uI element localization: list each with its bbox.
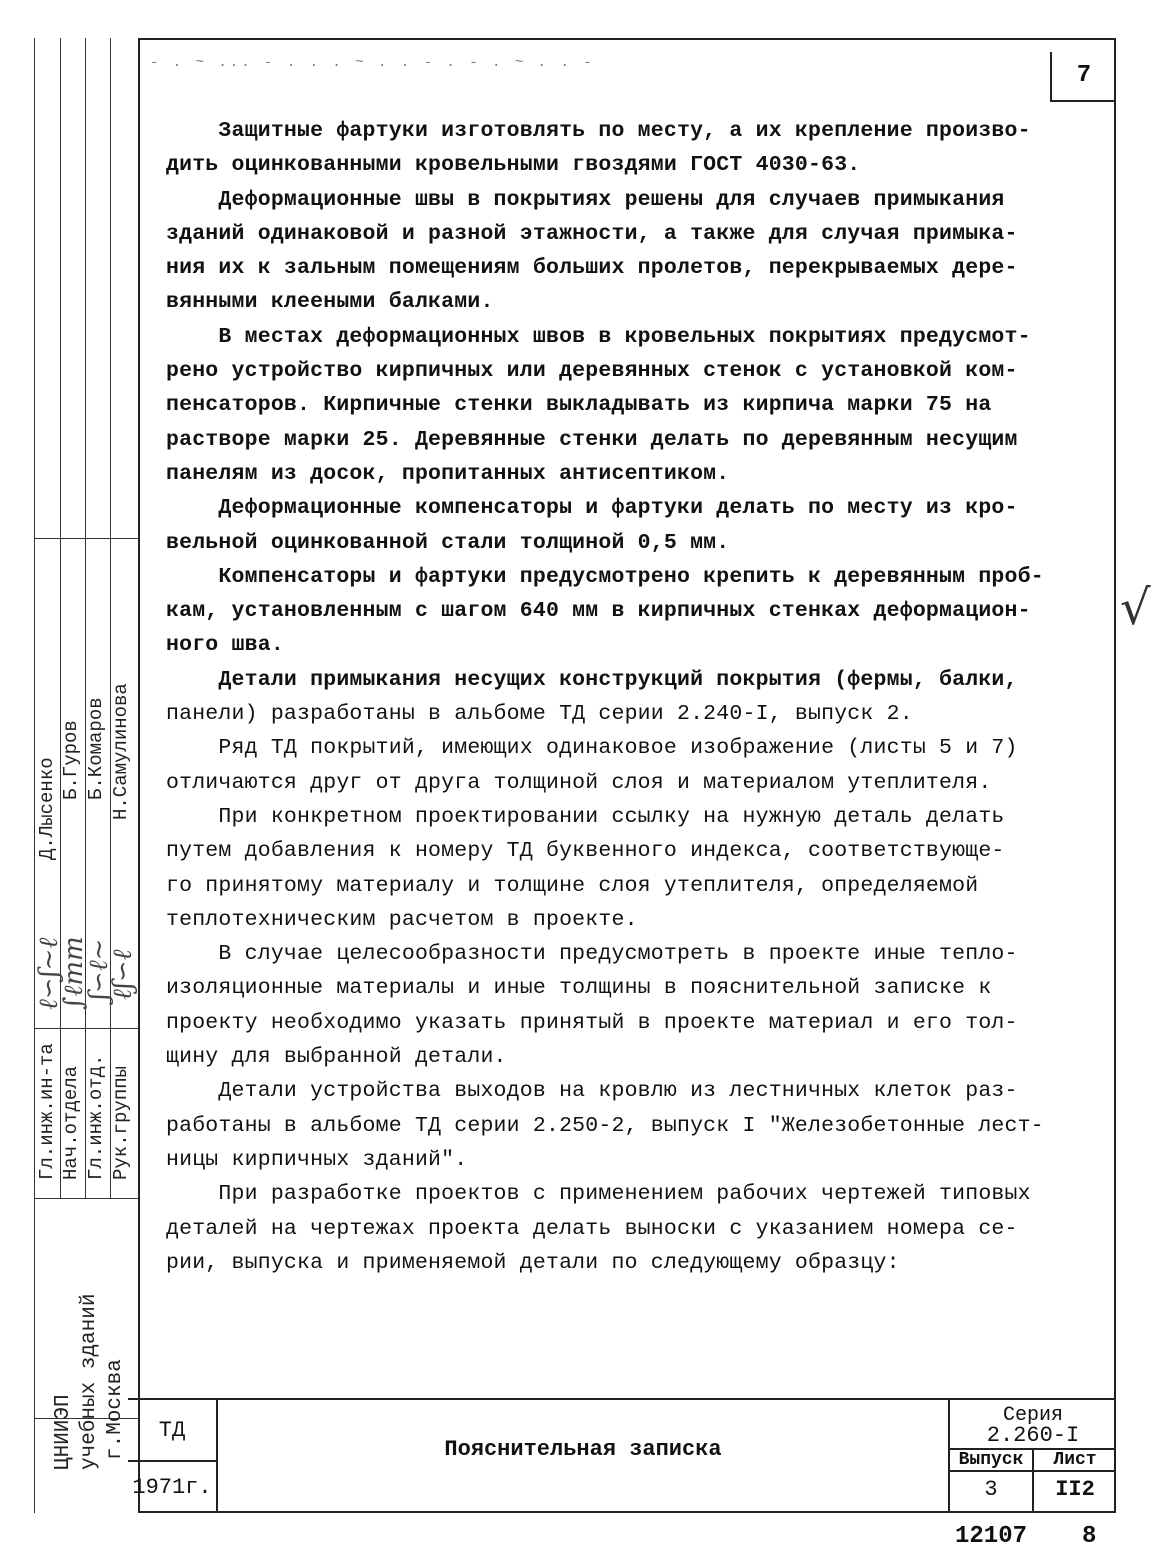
- text-line: ного шва.: [166, 633, 284, 658]
- text-line: кам, установленным с шагом 640 мм в кирпичных стенках деформацион-: [166, 599, 1031, 624]
- stamp-org: ЦНИИЭП: [52, 1394, 75, 1470]
- text-line: Ряд ТД покрытий, имеющих одинаковое изображение (листы 5 и 7): [166, 736, 1018, 761]
- series-label: Серия: [1002, 1404, 1063, 1427]
- text-line: рии, выпуска и применяемой детали по следующему образцу:: [166, 1250, 900, 1275]
- text-line: В местах деформационных швов в кровельных покрытиях предусмот-: [166, 324, 1031, 349]
- text-line: пенсаторов. Кирпичные стенки выкладывать из кирпича марки 75 на: [166, 393, 992, 418]
- stamp-name: Б.Комаров: [85, 697, 107, 800]
- stamp-org: г.Москва: [104, 1359, 127, 1460]
- stamp-org: учебных зданий: [78, 1293, 101, 1470]
- text-line: При разработке проектов с применением рабочих чертежей типовых: [166, 1182, 1031, 1207]
- text-line: путем добавления к номеру ТД буквенного индекса, соответствующе-: [166, 839, 1005, 864]
- signature: ʃ∽ℓ~: [84, 938, 114, 1000]
- text-line: Детали устройства выходов на кровлю из лестничных клеток раз-: [166, 1079, 1018, 1104]
- scan-noise: - . ~ ... - . . . ~ . . - . - . ~ . . -: [150, 55, 595, 71]
- stamp-name: Д.Лысенко: [36, 757, 58, 860]
- text-line: панели) разработаны в альбоме ТД серии 2.240-I, выпуск 2.: [166, 702, 913, 727]
- check-mark-icon: √: [1120, 580, 1151, 636]
- text-line: Деформационные швы в покрытиях решены для случаев примыкания: [166, 187, 1005, 212]
- stamp-role: Гл.инж.отд.: [85, 1054, 107, 1180]
- text-line: ния их к зальным помещениям больших пролетов, перекрываемых дере-: [166, 256, 1018, 281]
- corner-page-number: 7: [1050, 52, 1116, 102]
- issue-value: 3: [950, 1472, 1034, 1513]
- document-title: Пояснительная записка: [218, 1400, 950, 1513]
- text-line: Детали примыкания несущих конструкций покрытия (фермы, балки,: [166, 667, 1018, 692]
- text-line: го принятому материалу и толщине слоя утеплителя, определяемой: [166, 873, 979, 898]
- issue-label: Выпуск: [950, 1450, 1034, 1472]
- archive-number: 12107: [955, 1523, 1028, 1550]
- text-line: При конкретном проектировании ссылку на нужную деталь делать: [166, 804, 1005, 829]
- text-line: щину для выбранной детали.: [166, 1045, 507, 1070]
- text-line: зданий одинаковой и разной этажности, а также для случая примыка-: [166, 221, 1018, 246]
- text-line: Защитные фартуки изготовлять по месту, а их крепление произво-: [166, 119, 1031, 143]
- text-line: вельной оцинкованной стали толщиной 0,5 мм.: [166, 530, 730, 555]
- stamp-role: Гл.инж.ин-та: [36, 1043, 58, 1180]
- sheet-label: Лист: [1034, 1450, 1116, 1472]
- signature: ℓ∽ʃ~ℓ: [34, 937, 64, 1010]
- text-line: работаны в альбоме ТД серии 2.250-2, выпуск I "Железобетонные лест-: [166, 1113, 1044, 1138]
- stamp-role: Нач.отдела: [60, 1065, 82, 1180]
- text-line: ницы кирпичных зданий".: [166, 1147, 468, 1172]
- series-value: 2.260-I: [986, 1423, 1080, 1448]
- year: 1971г.: [128, 1462, 218, 1513]
- text-line: изоляционные материалы и иные толщины в пояснительной записке к: [166, 976, 992, 1001]
- bottom-page-number: 8: [1082, 1523, 1097, 1550]
- stamp-name: Б.Гуров: [60, 720, 82, 800]
- signature: ∫ℓmm: [59, 936, 89, 1010]
- text-line: отличаются друг от друга толщиной слоя и материалом утеплителя.: [166, 770, 992, 795]
- signature: ℓʃ∽ℓ: [108, 949, 138, 1000]
- td-label: ТД: [128, 1400, 218, 1462]
- explanatory-note-text: [166, 114, 1096, 1280]
- text-line: вянными клееными балками.: [166, 290, 494, 315]
- text-line: растворе марки 25. Деревянные стенки делать по деревянным несущим: [166, 427, 1018, 452]
- text-line: теплотехническим расчетом в проекте.: [166, 907, 638, 932]
- text-line: панелям из досок, пропитанных антисептиком.: [166, 461, 730, 486]
- text-line: проекту необходимо указать принятый в проекте материал и его тол-: [166, 1010, 1018, 1035]
- text-line: деталей на чертежах проекта делать выноски с указанием номера се-: [166, 1216, 1018, 1241]
- text-line: Компенсаторы и фартуки предусмотрено крепить к деревянным проб-: [166, 564, 1044, 589]
- title-block: [128, 1398, 1116, 1513]
- text-line: рено устройство кирпичных или деревянных стенок с установкой ком-: [166, 359, 1018, 384]
- stamp-name: Н.Самулинова: [110, 683, 132, 820]
- sheet-value: II2: [1055, 1477, 1095, 1502]
- stamp-role: Рук.группы: [110, 1065, 132, 1180]
- text-line: Деформационные компенсаторы и фартуки делать по месту из кро-: [166, 496, 1018, 521]
- series: [950, 1400, 1116, 1450]
- text-line: В случае целесообразности предусмотреть в проекте иные тепло-: [166, 942, 1018, 967]
- text-line: дить оцинкованными кровельными гвоздями ГОСТ 4030-63.: [166, 153, 861, 178]
